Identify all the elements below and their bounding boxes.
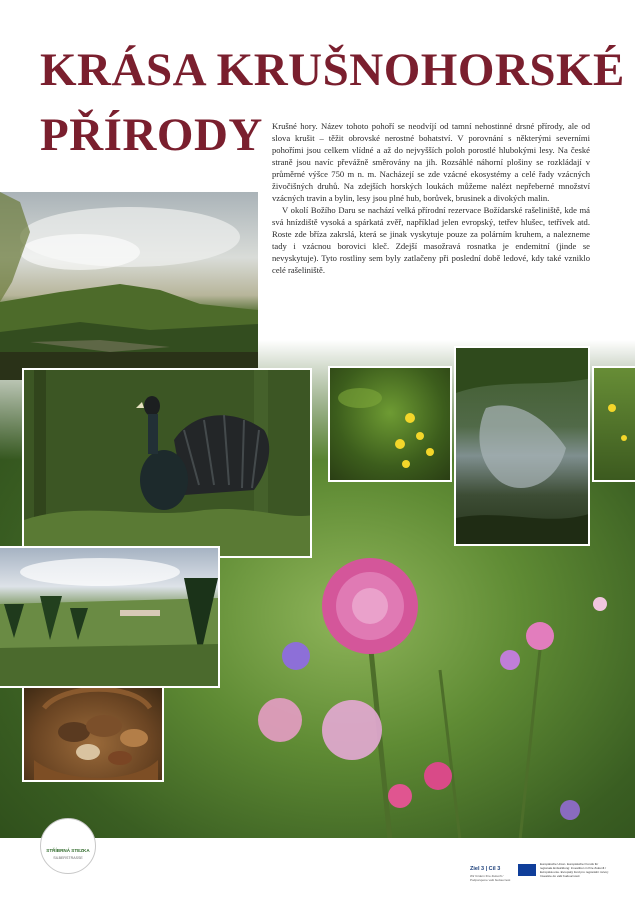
stribrna-stezka-logo [40,818,96,874]
eu-flag-icon [518,864,536,876]
eu-fund-text: Europäische Union. Europäischer Fonds für regionale Entwicklung: Investition in Ihre Zukunft / Evropská unie. Evropský fond pro regionální rozvoj: Investice do vaší budoucnosti [540,862,609,878]
paragraph-1: Krušné hory. Název tohoto pohoří se neodvíjí od tamní nehostinné drsné přírody, ale od slova krušit – těžit obrovské nerostné bohatství. V porovnání s některými severními pohořími jsou celkem vlídné a až do nejvyšších poloh porostlé hlubokými lesy. Na české straně jsou navíc převážně směrovány na jih. Rozsáhlé náhorní plošiny se rozkládají v průměrné výšce 750 m n. m. Nacházejí se zde vzácné ekosystémy a celé řady vzácných živočišných druhů. Na zdejších horských loukách můžeme nalézt nepřeberné množství vzácných travin a bylin, lesy jsou plné hub, borůvek, brusinek a divokých malin. [272,121,590,203]
flowers-edge-photo [592,366,635,482]
yellow-flowers-photo [328,366,452,482]
meadow-village-photo [0,546,220,688]
body-text [272,120,590,276]
logo-name: STŘÍBRNÁ STEZKA [46,848,90,853]
mountain-landscape-photo [0,192,258,380]
ziel3-subtext: Wir fördern Ihre Zukunft / Podporujeme vaši budoucnost [470,874,511,882]
mushroom-basket-photo [22,686,164,782]
page-title-line1: KRÁSA KRUŠNOHORSKÉ [40,44,625,96]
paragraph-2: V okolí Božího Daru se nachází velká přírodní rezervace Božídarské rašeliniště, kde má svá hnízdiště vysoká a spárkatá zvěř, například jelen evropský, tetřev hlušec, tetřívek atd. Roste zde bříza zakrslá, která se jinak vyskytuje pouze za polárním kruhem, a nalezneme tady i vzácnou borovici kleč. Zdejší masožravá rosnatka je endemitní (jinde se nevyskytuje). Tyto rostliny sem byly zatlačeny při poslední době ledové, kdy také vzniklo celé rašeliniště. [272,205,590,275]
page-title-line2: PŘÍRODY [40,109,263,161]
wildflower-bouquet [220,520,635,840]
ziel3-logo-text: Ziel 3 | Cíl 3 [470,866,501,872]
logo-subtitle: SILBERSTRASSE [53,856,83,860]
peat-bog-pond-photo [454,346,590,546]
